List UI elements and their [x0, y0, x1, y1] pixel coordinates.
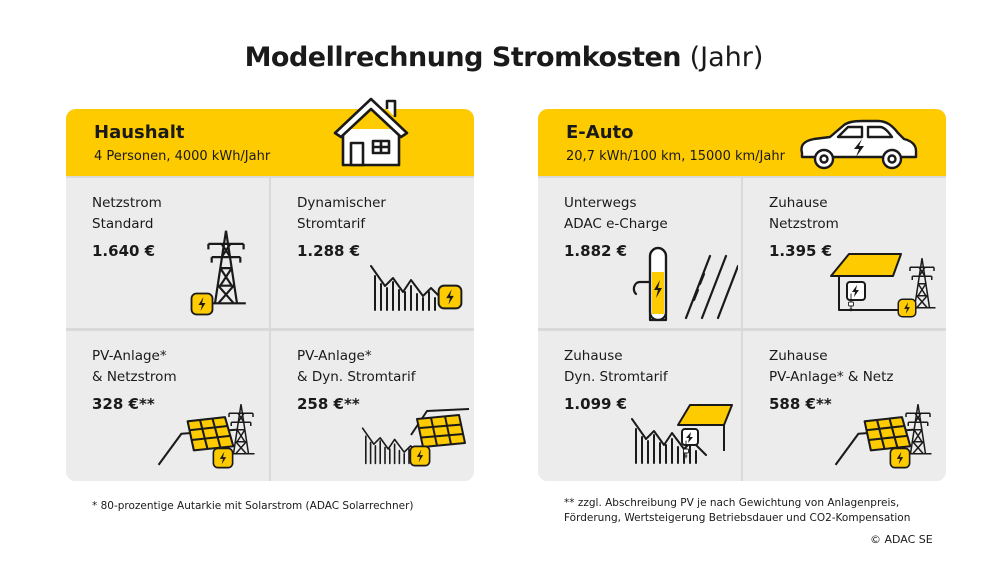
- price-chart-icon: [367, 256, 467, 322]
- cost-card-line2: & Netzstrom: [92, 369, 177, 385]
- cost-card-line1: Zuhause: [769, 348, 828, 364]
- footnote-autarkie: * 80-prozentige Autarkie mit Solarstrom (ADAC Solarrechner): [92, 500, 414, 512]
- footnote-abschreibung: [564, 496, 910, 526]
- cost-card-line2: ADAC e-Charge: [564, 216, 668, 232]
- page-title: [0, 40, 1008, 76]
- solar-roof-pylon-icon: [154, 395, 264, 477]
- cost-card-price: 1.099 €: [564, 395, 628, 413]
- page-title-main: Modellrechnung Stromkosten: [244, 42, 682, 73]
- cost-card-line1: Netzstrom: [92, 195, 162, 211]
- household-panel-header: [66, 109, 474, 176]
- cost-card-line1: PV-Anlage*: [92, 348, 167, 364]
- cost-card-line2: Dyn. Stromtarif: [564, 369, 668, 385]
- cost-card-price: 1.640 €: [92, 242, 156, 260]
- cost-card-line1: Zuhause: [769, 195, 828, 211]
- page-title-suffix: (Jahr): [689, 42, 764, 73]
- ecar-panel: [538, 109, 946, 481]
- cost-card-line2: Netzstrom: [769, 216, 839, 232]
- solar-roof-pylon-icon: [831, 395, 941, 477]
- household-panel-title: Haushalt: [94, 122, 185, 143]
- power-pylon-icon: [182, 222, 262, 322]
- ecar-panel-subtitle: 20,7 kWh/100 km, 15000 km/Jahr: [566, 149, 785, 164]
- cost-card: [538, 331, 741, 481]
- ecar-panel-header: [538, 109, 946, 176]
- chart-home-charger-icon: [628, 399, 738, 479]
- cost-card: [66, 178, 269, 328]
- cost-card: [271, 331, 474, 481]
- cost-card-line1: Dynamischer: [297, 195, 386, 211]
- solar-chart-icon: [359, 401, 471, 477]
- cost-card-line1: PV-Anlage*: [297, 348, 372, 364]
- cost-card-price: 1.882 €: [564, 242, 628, 260]
- home-charger-pylon-icon: [827, 246, 943, 324]
- cost-card-price: 1.288 €: [297, 242, 361, 260]
- cost-card: [66, 331, 269, 481]
- cost-card: [743, 331, 946, 481]
- electric-car-icon: [796, 115, 920, 173]
- cost-card-line1: Zuhause: [564, 348, 623, 364]
- charging-station-icon: [626, 242, 738, 326]
- footnote-line: ** zzgl. Abschreibung PV je nach Gewichtung von Anlagenpreis,: [564, 497, 900, 509]
- cost-card-line1: Unterwegs: [564, 195, 637, 211]
- cost-card-price: 328 €**: [92, 395, 155, 413]
- household-panel-subtitle: 4 Personen, 4000 kWh/Jahr: [94, 149, 271, 164]
- cost-card-price: 1.395 €: [769, 242, 833, 260]
- cost-card: [743, 178, 946, 328]
- copyright: © ADAC SE: [870, 533, 933, 546]
- cost-card-line2: PV-Anlage* & Netz: [769, 369, 894, 385]
- household-panel: [66, 109, 474, 481]
- house-icon: [333, 93, 411, 169]
- cost-card: [271, 178, 474, 328]
- cost-card-price: 588 €**: [769, 395, 832, 413]
- footnote-line: Förderung, Wertsteigerung Betriebsdauer und CO2-Kompensation: [564, 512, 911, 524]
- ecar-panel-title: E-Auto: [566, 122, 634, 143]
- cost-card-price: 258 €**: [297, 395, 360, 413]
- cost-card-line2: & Dyn. Stromtarif: [297, 369, 416, 385]
- cost-card-line2: Stromtarif: [297, 216, 366, 232]
- cost-card-line2: Standard: [92, 216, 154, 232]
- cost-card: [538, 178, 741, 328]
